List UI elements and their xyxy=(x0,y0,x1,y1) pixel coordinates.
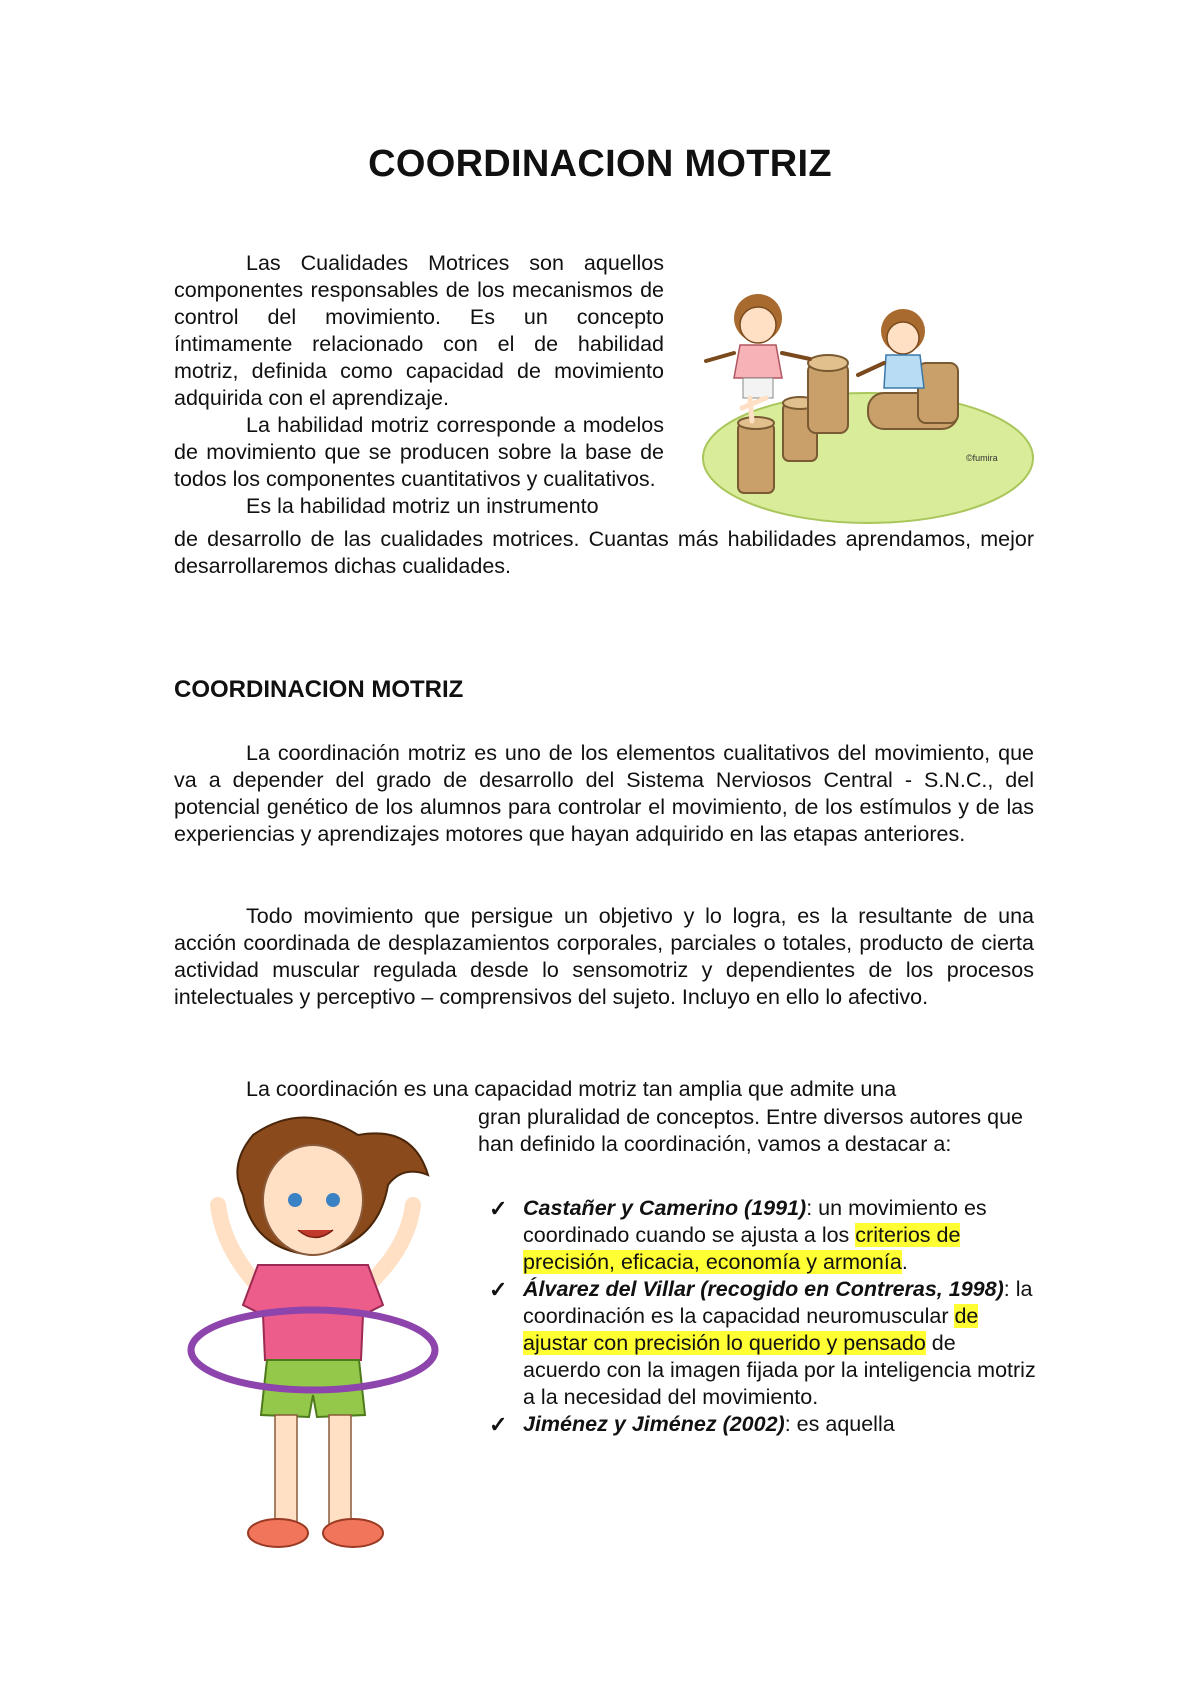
illustration-credit: ©fumira xyxy=(966,453,998,463)
intro-paragraph-2: La habilidad motriz corresponde a modelos de movimiento que se producen sobre la base de todos los componentes cuantitativos y cualitativos. xyxy=(174,413,664,491)
author-item-jimenez xyxy=(489,1411,1038,1438)
author-item-castaner xyxy=(489,1195,1038,1276)
author-definition-pre: un movimiento es coordinado cuando se ajusta a los xyxy=(523,1196,987,1247)
intro-paragraph-3-start: Es la habilidad motriz un instrumento xyxy=(246,494,599,518)
children-on-logs-illustration xyxy=(698,283,1034,533)
section-paragraph-3-rest: gran pluralidad de conceptos. Entre diversos autores que han definido la coordinación, vamos a destacar a: xyxy=(478,1105,1024,1156)
author-item-alvarez xyxy=(489,1276,1038,1411)
section-paragraph-3-line1: La coordinación es una capacidad motriz tan amplia que admite una xyxy=(246,1077,897,1101)
author-name: Castañer y Camerino (1991) xyxy=(523,1196,807,1220)
intro-paragraph-1: Las Cualidades Motrices son aquellos componentes responsables de los mecanismos de control del movimiento. Es un concepto íntimamente relacionado con el de habilidad motriz, definida como capacidad de movimiento adquirida con el aprendizaje. xyxy=(174,251,664,410)
checkmark-icon: ✓ xyxy=(489,1277,508,1302)
page-title: COORDINACION MOTRIZ xyxy=(368,143,832,185)
intro-paragraph-3-rest: de desarrollo de las cualidades motrices. Cuantas más habilidades aprendamos, mejor desarrollaremos dichas cualidades. xyxy=(174,527,1034,578)
author-definition-pre: es aquella xyxy=(790,1412,895,1436)
author-colon: : xyxy=(806,1196,813,1220)
checkmark-icon: ✓ xyxy=(489,1412,508,1437)
author-definition-post: . xyxy=(901,1250,908,1274)
author-definition-post: de acuerdo con la imagen fijada por la inteligencia motriz a la necesidad del movimiento. xyxy=(523,1331,1036,1409)
section-paragraph-1: La coordinación motriz es uno de los elementos cualitativos del movimiento, que va a depender del grado de desarrollo del Sistema Nerviosos Central - S.N.C., del potencial genético de los alumnos para controlar el movimiento, de los estímulos y de las experiencias y aprendizajes motores que hayan adquirido en las etapas anteriores. xyxy=(174,741,1034,846)
author-colon: : xyxy=(784,1412,791,1436)
girl-with-hula-hoop-illustration xyxy=(183,1105,448,1560)
section-paragraph-2: Todo movimiento que persigue un objetivo y lo logra, es la resultante de una acción coordinada de desplazamientos corporales, parciales o totales, producto de cierta actividad muscular regulada desde lo sensomotriz y dependientes de los procesos intelectuales y perceptivo – comprensivos del sujeto. Incluyo en ello lo afectivo. xyxy=(174,904,1034,1009)
author-definition-highlight: criterios de precisión, eficacia, economía y armonía xyxy=(523,1223,961,1274)
author-name: Álvarez del Villar (recogido en Contreras, 1998) xyxy=(523,1277,1004,1301)
author-colon: : xyxy=(1003,1277,1010,1301)
author-name: Jiménez y Jiménez (2002) xyxy=(523,1412,785,1436)
author-definition-pre: la coordinación es la capacidad neuromuscular xyxy=(523,1277,1033,1328)
author-definition-highlight: de ajustar con precisión lo querido y pensado xyxy=(523,1304,979,1355)
authors-list xyxy=(489,1195,1038,1438)
section-heading: COORDINACION MOTRIZ xyxy=(174,676,464,703)
intro-text-block xyxy=(174,250,664,520)
checkmark-icon: ✓ xyxy=(489,1196,508,1221)
